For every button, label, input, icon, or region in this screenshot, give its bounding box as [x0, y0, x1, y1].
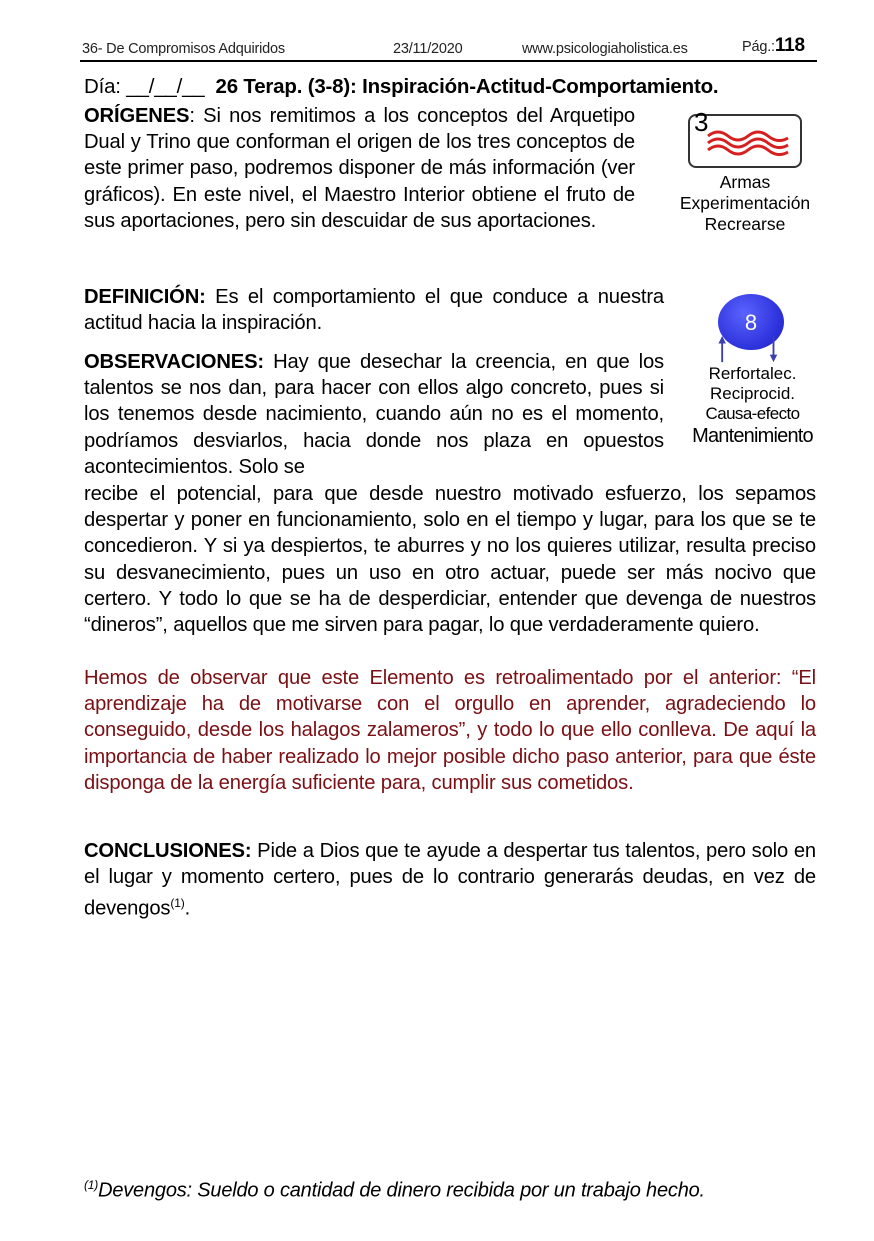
figure-8-label-3: Causa-efecto: [705, 404, 800, 423]
figure-3-box: [688, 107, 802, 168]
header-chapter: 36- De Compromisos Adquiridos: [82, 41, 285, 57]
observaciones-label: OBSERVACIONES:: [84, 351, 264, 373]
figure-8-number: 8: [744, 310, 758, 335]
day-field: Día: __/__/__: [84, 75, 205, 98]
footnote: [84, 1178, 705, 1203]
origenes-label: ORÍGENES: [84, 105, 190, 127]
figure-8-label-4: Mantenimiento: [692, 425, 813, 447]
figure-8-label-1: Rerfortalec.: [708, 364, 797, 383]
section-definicion: [84, 284, 664, 336]
figure-8: [680, 294, 825, 448]
figure-3-label-2: Experimentación: [679, 193, 811, 213]
observaciones-text-narrow: Hay que desechar la creencia, en que los talentos se nos dan, para hacer con ellos algo concreto, pues si los tenemos desde nacimiento, cuando aún no es el momento, podríamos desviarlos, hacia donde nos plaza en opuestos acontecimientos. Solo se: [84, 351, 664, 478]
page-label: Pág.:: [742, 39, 775, 55]
footnote-ref[interactable]: (1): [170, 896, 185, 911]
footnote-text: Devengos: Sueldo o cantidad de dinero recibida por un trabajo hecho.: [98, 1179, 705, 1202]
page-number: 118: [774, 35, 805, 56]
section-conclusiones: [84, 838, 816, 922]
page-header: [80, 36, 817, 62]
observaciones-continued: [84, 481, 816, 638]
conclusiones-text: Pide a Dios que te ayude a despertar tus talentos, pero solo en el lugar y momento certero, pues de lo contrario generarás deudas, en vez de devengos: [84, 840, 816, 921]
red-waves-icon: [704, 126, 794, 160]
origenes-text: : Si nos remitimos a los conceptos del Arquetipo Dual y Trino que conforman el origen de los tres conceptos de este primer paso, podremos disponer de más información (ver gráficos). En este nivel, el Maestro Interior obtiene el fruto de sus aportaciones, pero sin descuidar de sus aportaciones.: [84, 105, 635, 232]
observaciones-highlight: Hemos de observar que este Elemento es retroalimentado por el anterior: “El aprendizaje ha de motivarse con el orgullo en aprender, agradeciendo lo conseguido, desde los halagos zalameros”, y todo lo que ello conlleva. De aquí la importancia de haber realizado lo mejor posible dicho paso anterior, para que éste disponga de la energía suficiente para, cumplir sus cometidos.: [84, 667, 816, 794]
definicion-label: DEFINICIÓN:: [84, 286, 206, 308]
observaciones-text-wide: recibe el potencial, para que desde nuestro motivado esfuerzo, los sepamos despertar y poner en funcionamiento, solo en el tiempo y lugar, para los que se te concedieron. Y si ya despiertos, te aburres y no los quieres utilizar, resulta preciso su desvanecimiento, pues un uso en otro actuar, puede ser más nocivo que certero. Y todo lo que se ha de desperdiciar, entender que devenga de nuestros “dineros”, aquellos que me sirven para pagar, lo que verdaderamente quiero.: [84, 483, 816, 637]
header-page: [742, 35, 805, 57]
conclusiones-end: .: [184, 898, 191, 921]
figure-8-label-2: Reciprocid.: [709, 384, 796, 403]
section-observaciones: [84, 349, 664, 480]
header-date: 23/11/2020: [393, 41, 463, 57]
conclusiones-label: CONCLUSIONES:: [84, 840, 252, 862]
definicion-text: Es el comportamiento el que conduce a nuestra actitud hacia la inspiración.: [84, 286, 664, 335]
footnote-marker: (1): [84, 1178, 99, 1192]
page-title: [84, 75, 718, 99]
figure-3-label-3: Recrearse: [704, 214, 786, 234]
arrows-icon: [680, 336, 825, 364]
figure-3: [650, 107, 840, 235]
title-heading: 26 Terap. (3-8): Inspiración-Actitud-Comportamiento.: [215, 75, 719, 98]
header-website: www.psicologiaholistica.es: [522, 41, 688, 57]
figure-3-label-1: Armas: [719, 172, 771, 192]
figure-3-number: 3: [694, 107, 709, 137]
section-origenes: [84, 103, 635, 234]
